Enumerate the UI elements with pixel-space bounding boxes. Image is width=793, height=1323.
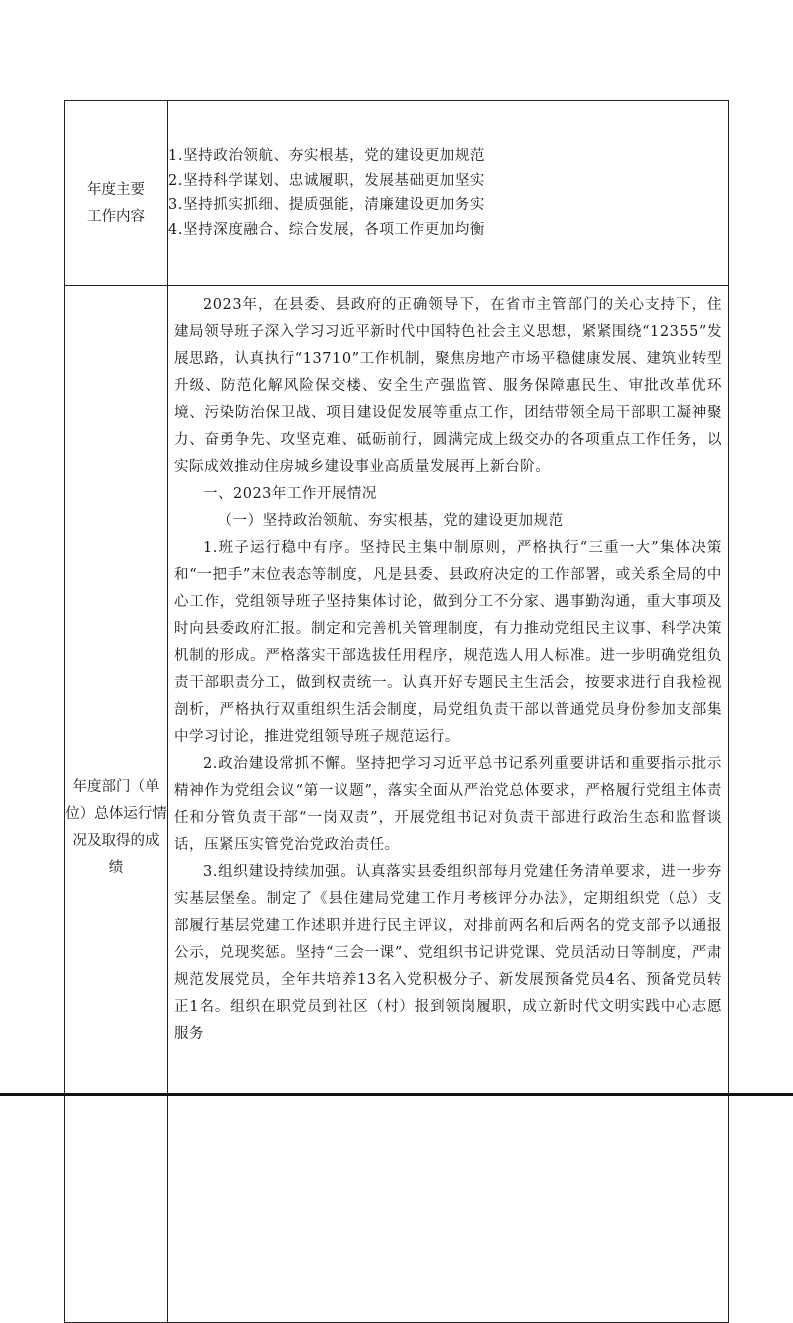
paragraph-item-3: 3.组织建设持续加强。认真落实县委组织部每月党建任务清单要求，进一步夯实基层堡垒。制定了《县住建局党建工作月考核评分办法》，定期组织党（总）支部履行基层党建工作述职并进行民主评议，对排前两名和后两名的党支部予以通报公示，兑现奖惩。坚持“三会一课”、党组织书记讲党课、党员活动日等制度，严肃规范发展党员，全年共培养13名入党积极分子、新发展预备党员4名、预备党员转正1名。组织在职党员到社区（村）报到领岗履职，成立新时代文明实践中心志愿服务 [174, 864, 722, 1042]
label-line: 工作内容 [87, 209, 145, 225]
scan-edge-line [0, 1093, 793, 1096]
row-label-main-work [65, 101, 168, 286]
work-item: 1.坚持政治领航、夯实根基，党的建设更加规范 [168, 148, 486, 164]
label-line: 况及取得的成 [72, 833, 160, 849]
work-item: 2.坚持科学谋划、忠诚履职，发展基础更加坚实 [168, 172, 486, 189]
label-line: 绩 [108, 860, 124, 876]
table-row-performance [65, 286, 729, 1323]
performance-content [168, 286, 729, 1323]
report-table [64, 100, 729, 1323]
table-row-main-work [65, 101, 729, 286]
label-line: 年度主要 [87, 182, 145, 198]
row-label-performance [65, 286, 168, 1323]
paragraph-item-2: 2.政治建设常抓不懈。坚持把学习习近平总书记系列重要讲话和重要指示批示精神作为党组会议“第一议题”，落实全面从严治党总体要求，严格履行党组主体责任和分管负责干部“一岗双责”，开展党组书记对负责干部进行政治生态和监督谈话，压紧压实管党治党政治责任。 [174, 756, 722, 853]
label-line: 位）总体运行情 [65, 806, 167, 822]
main-work-items [168, 101, 729, 286]
work-item: 3.坚持抓实抓细、提质强能，清廉建设更加务实 [168, 197, 486, 213]
subsection-heading: （一）坚持政治领航、夯实根基，党的建设更加规范 [217, 513, 564, 529]
label-line: 年度部门（单 [72, 779, 160, 795]
paragraph-intro: 2023年，在县委、县政府的正确领导下，在省市主管部门的关心支持下，住建局领导班子深入学习习近平新时代中国特色社会主义思想，紧紧围绕“12355”发展思路，认真执行“13710”工作机制，聚焦房地产市场平稳健康发展、建筑业转型升级、防范化解风险保交楼、安全生产强监管、服务保障惠民生、审批改革优环境、污染防治保卫战、项目建设促发展等重点工作，团结带领全局干部职工凝神聚力、奋勇争先、攻坚克难、砥砺前行，圆满完成上级交办的各项重点工作任务，以实际成效推动住房城乡建设事业高质量发展再上新台阶。 [174, 297, 722, 475]
section-heading: 一、2023年工作开展情况 [203, 486, 377, 502]
work-item: 4.坚持深度融合、综合发展，各项工作更加均衡 [168, 221, 486, 238]
paragraph-item-1: 1.班子运行稳中有序。坚持民主集中制原则，严格执行“三重一大”集体决策和“一把手”末位表态等制度，凡是县委、县政府决定的工作部署，或关系全局的中心工作，党组领导班子坚持集体讨论，做到分工不分家、遇事勤沟通，重大事项及时向县委政府汇报。制定和完善机关管理制度，有力推动党组民主议事、科学决策机制的形成。严格落实干部选拔任用程序，规范选人用人标准。进一步明确党组负责干部职责分工，做到权责统一。认真开好专题民主生活会，按要求进行自我检视剖析，严格执行双重组织生活会制度，局党组负责干部以普通党员身份参加支部集中学习讨论，推进党组领导班子规范运行。 [174, 540, 722, 745]
